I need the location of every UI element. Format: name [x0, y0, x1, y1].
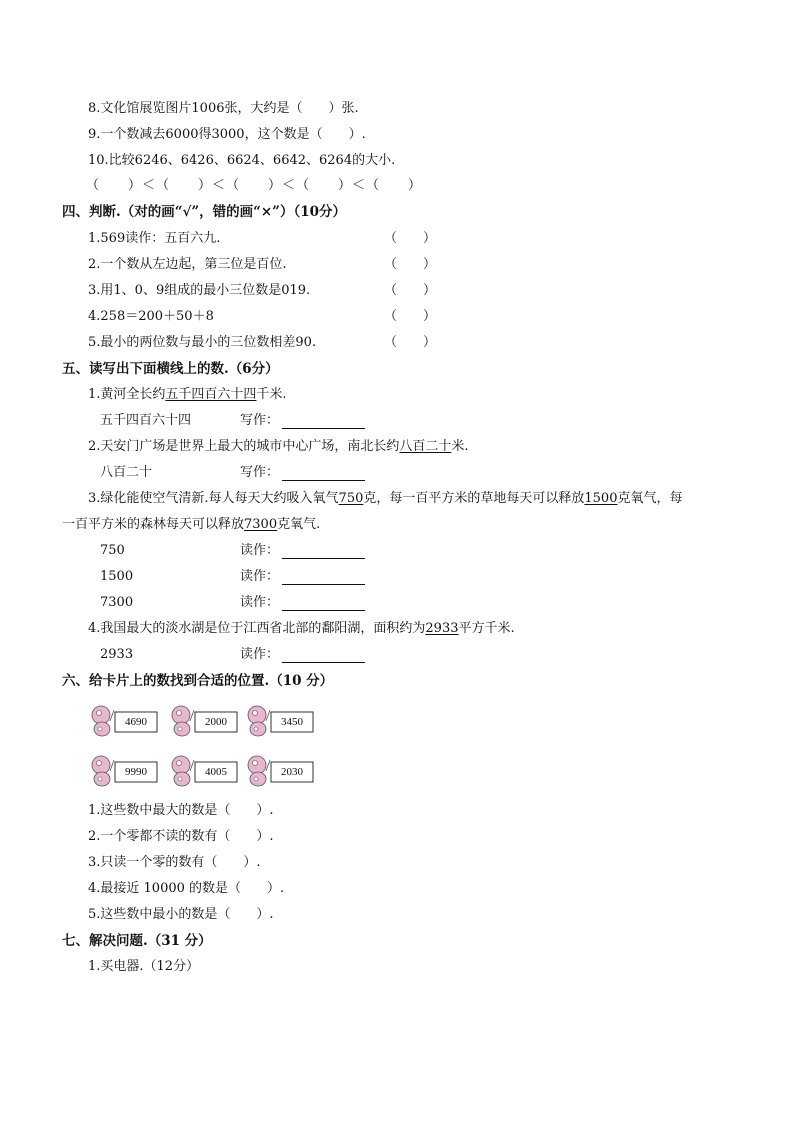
- butterfly-card: [170, 704, 240, 738]
- card-question-2: 2.一个零都不读的数有（ ）.: [88, 829, 274, 844]
- problem-1: 1.买电器.（12分）: [88, 959, 200, 974]
- card-number: 3450: [281, 716, 303, 728]
- butterfly-card: [246, 754, 316, 788]
- judge-answer-5[interactable]: （ ）: [384, 335, 437, 350]
- q4-item: 2933: [100, 647, 134, 662]
- butterfly-card: [90, 704, 160, 738]
- judge-item-4: 4.258＝200＋50＋8: [88, 309, 214, 324]
- read-write-q4: 4.我国最大的淡水湖是位于江西省北部的鄱阳湖，面积约为2933平方千米.: [88, 621, 515, 636]
- read-write-q3-line1: 3.绿化能使空气清新.每人每天大约吸入氧气750克，每一百平方米的草地每天可以释放1500克氧气，每: [88, 491, 683, 506]
- read-write-q2: 2.天安门广场是世界上最大的城市中心广场，南北长约八百二十米.: [88, 439, 469, 454]
- answer-line-q3-1[interactable]: [282, 558, 365, 559]
- butterfly-card: [170, 754, 240, 788]
- section-6-title: 六、给卡片上的数找到合适的位置.（10 分）: [62, 673, 334, 689]
- card-number: 4690: [125, 716, 147, 728]
- answer-line-q3-2[interactable]: [282, 584, 365, 585]
- butterfly-card: [90, 754, 160, 788]
- number-cards: [90, 702, 320, 794]
- q3-item-1: 750: [100, 543, 125, 558]
- section-5-title: 五、读写出下面横线上的数.（6分）: [62, 361, 279, 377]
- judge-answer-3[interactable]: （ ）: [384, 283, 437, 298]
- judge-item-1: 1.569读作：五百六九.: [88, 231, 221, 246]
- q2-item: 八百二十: [100, 465, 153, 480]
- section-7-title: 七、解决问题.（31 分）: [62, 933, 212, 949]
- question-9: 9.一个数减去6000得3000，这个数是（ ）.: [88, 127, 366, 142]
- read-label: 读作：: [240, 647, 280, 662]
- card-number: 9990: [125, 766, 147, 778]
- answer-line-q3-3[interactable]: [282, 610, 365, 611]
- answer-line-q1[interactable]: [282, 428, 365, 429]
- read-label: 读作：: [240, 569, 280, 584]
- question-10: 10.比较6246、6426、6624、6642、6264的大小.: [88, 153, 396, 168]
- write-label: 写作：: [240, 465, 280, 480]
- q3-item-2: 1500: [100, 569, 134, 584]
- answer-line-q4[interactable]: [282, 662, 365, 663]
- read-label: 读作：: [240, 543, 280, 558]
- read-write-q1: 1.黄河全长约五千四百六十四千米.: [88, 387, 287, 402]
- question-8: 8.文化馆展览图片1006张，大约是（ ）张.: [88, 101, 359, 116]
- judge-item-5: 5.最小的两位数与最小的三位数相差90.: [88, 335, 317, 350]
- card-question-5: 5.这些数中最小的数是（ ）.: [88, 907, 274, 922]
- card-number: 2000: [205, 716, 227, 728]
- card-number: 2030: [281, 766, 303, 778]
- judge-answer-1[interactable]: （ ）: [384, 231, 437, 246]
- question-10-blanks: （ ）＜（ ）＜（ ）＜（ ）＜（ ）: [86, 178, 423, 193]
- card-number: 4005: [205, 766, 227, 778]
- answer-line-q2[interactable]: [282, 480, 365, 481]
- write-label: 写作：: [240, 413, 280, 428]
- q3-item-3: 7300: [100, 595, 134, 610]
- judge-item-3: 3.用1、0、9组成的最小三位数是019.: [88, 283, 311, 298]
- card-question-4: 4.最接近 10000 的数是（ ）.: [88, 881, 285, 896]
- judge-answer-4[interactable]: （ ）: [384, 309, 437, 324]
- q1-item: 五千四百六十四: [100, 413, 192, 428]
- read-label: 读作：: [240, 595, 280, 610]
- card-question-1: 1.这些数中最大的数是（ ）.: [88, 803, 274, 818]
- section-4-title: 四、判断.（对的画“√”，错的画“×”）（10分）: [62, 204, 346, 220]
- judge-item-2: 2.一个数从左边起，第三位是百位.: [88, 257, 287, 272]
- judge-answer-2[interactable]: （ ）: [384, 257, 437, 272]
- read-write-q3-line2: 一百平方米的森林每天可以释放7300克氧气.: [62, 517, 321, 532]
- card-question-3: 3.只读一个零的数有（ ）.: [88, 855, 261, 870]
- butterfly-card: [246, 704, 316, 738]
